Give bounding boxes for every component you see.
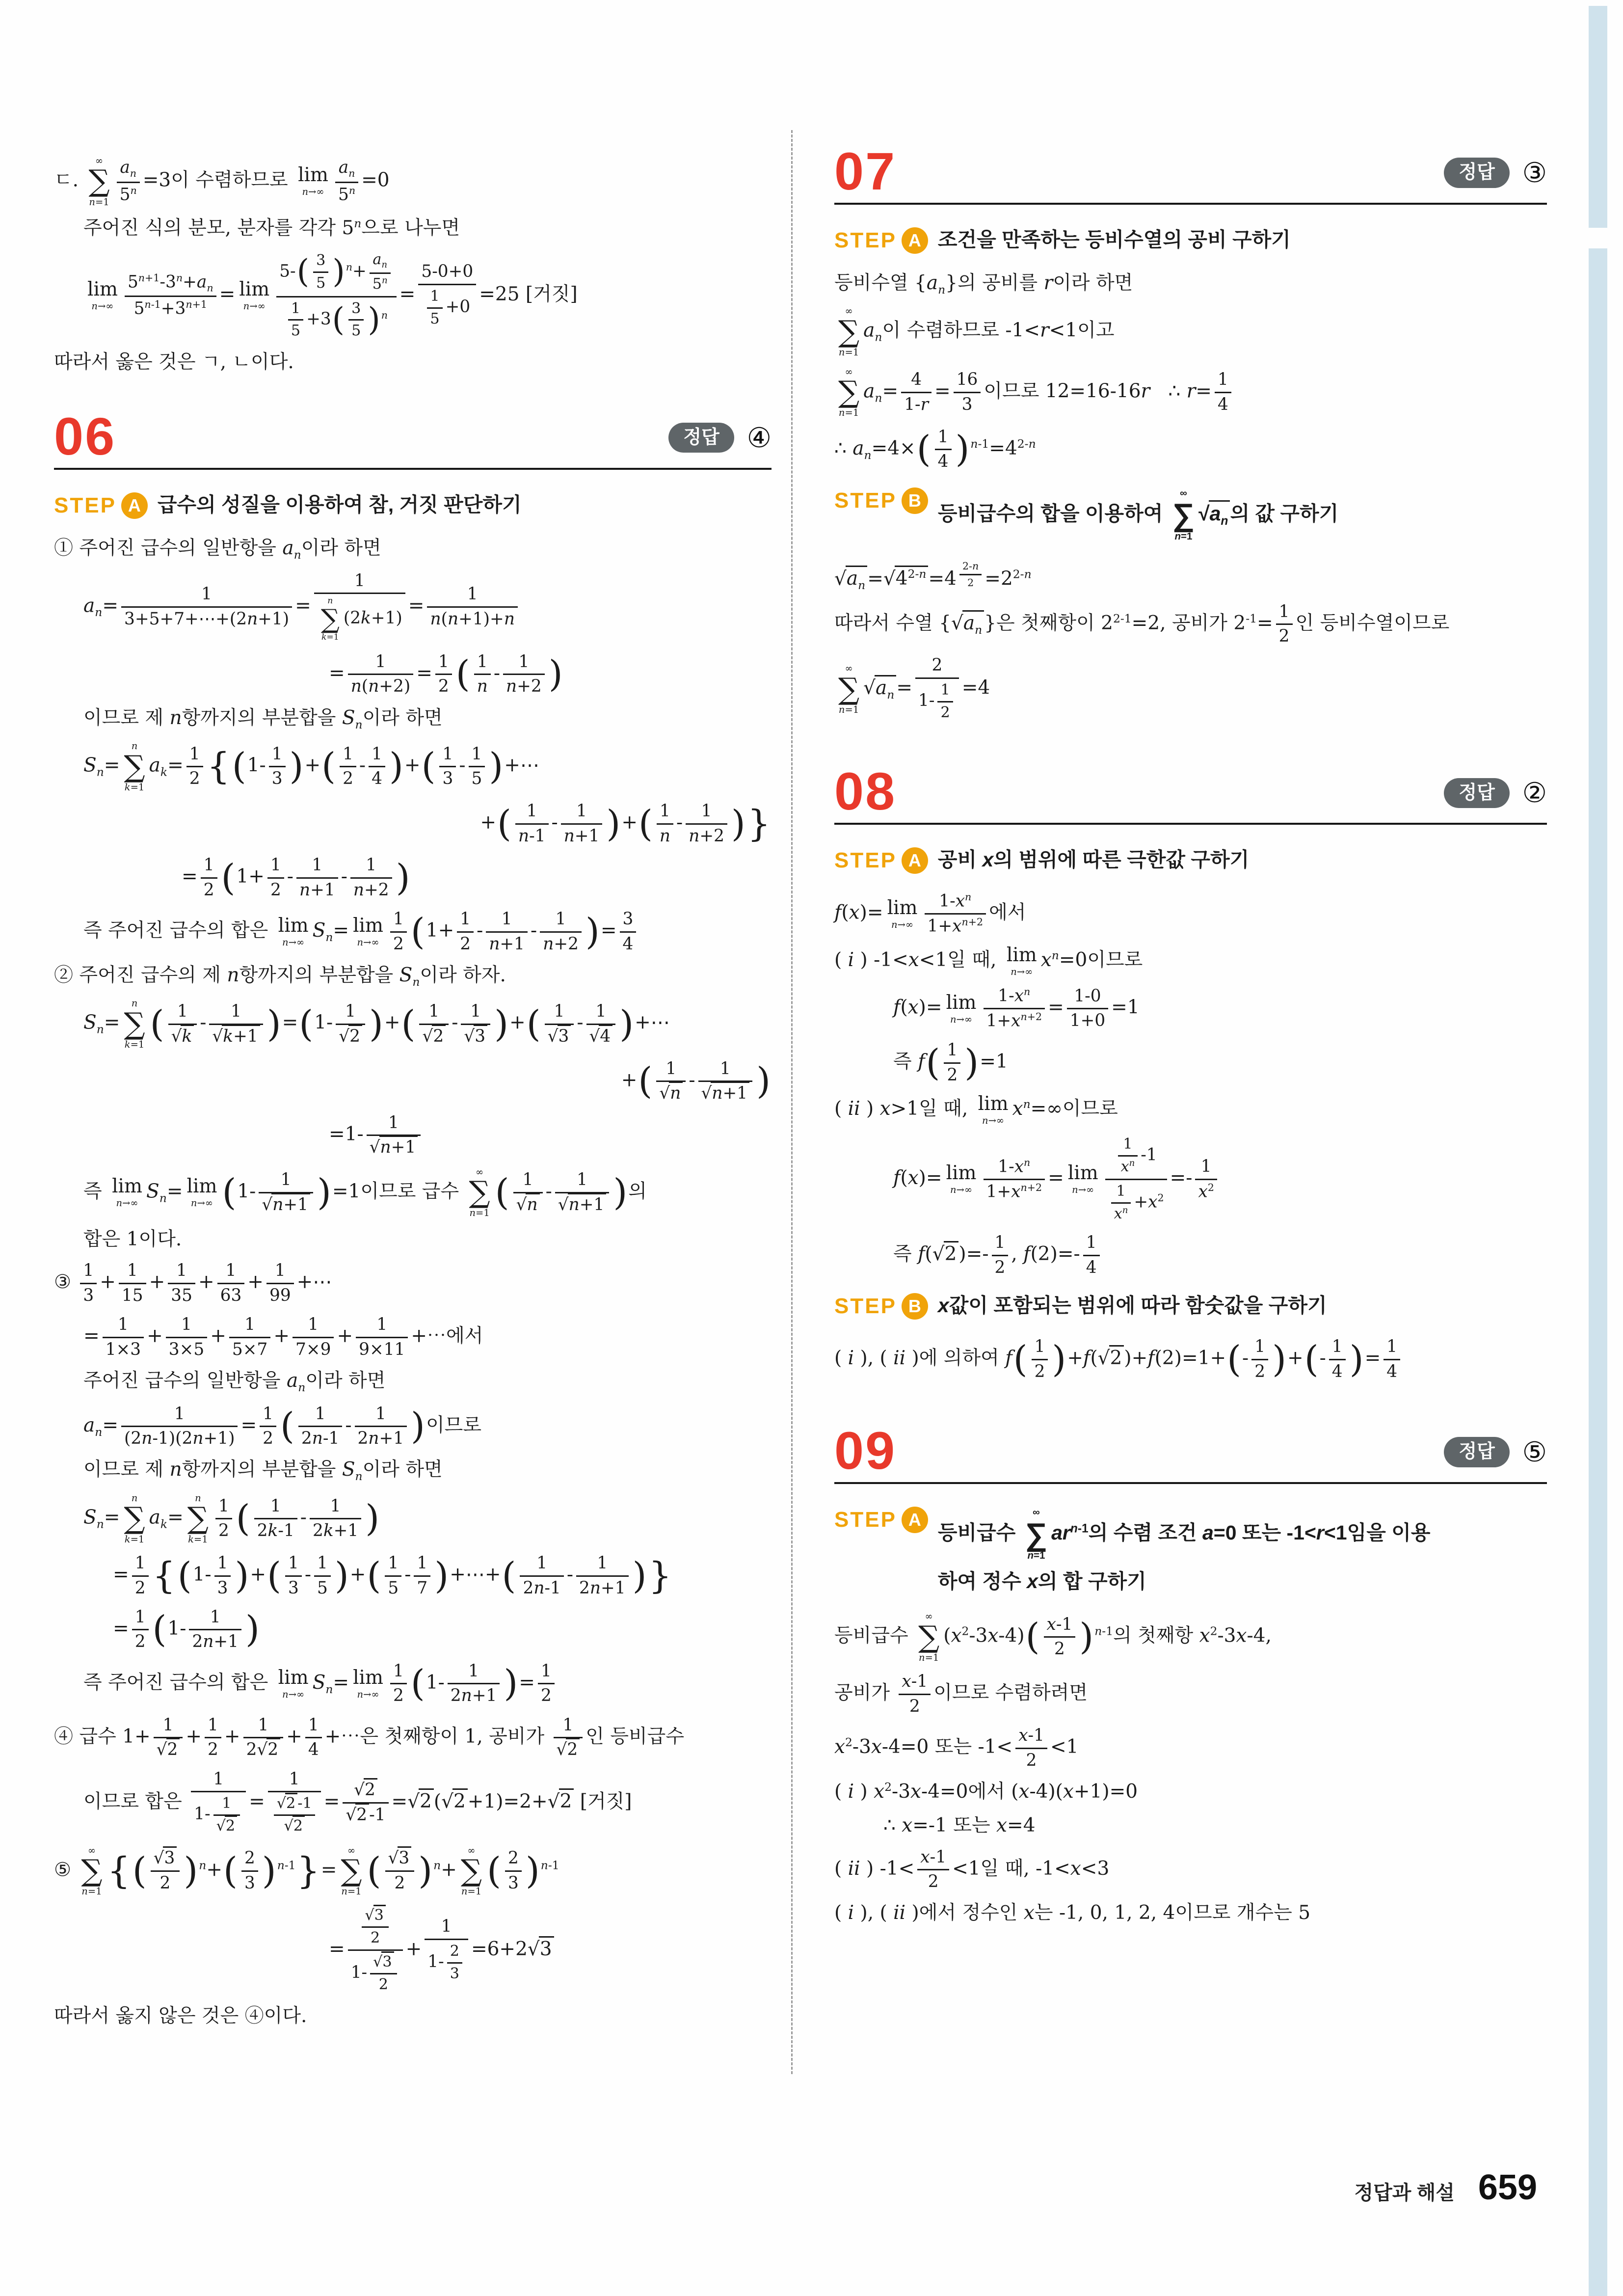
step-titles bbox=[938, 1293, 1327, 1318]
solution-line: +( $\frac{1}{√n}$ - $\frac{1}{√n+1}$ ) bbox=[621, 1058, 771, 1104]
step-row bbox=[834, 1293, 1547, 1320]
answer-group bbox=[1444, 777, 1547, 809]
solution-line: ( ii ) x>1일 때, lim n→∞ $x^n=\infty$이므로 bbox=[834, 1093, 1118, 1126]
step-title-line2: 하여 정수 x의 합 구하기 bbox=[937, 1569, 1146, 1593]
solution-line: ∴ x=-1 또는 x=4 bbox=[883, 1814, 1036, 1837]
step-row bbox=[834, 487, 1547, 543]
solution-line: ( i ), ( ii )에 의하여 f( $\frac{1}{2}$ )+f(√2 )+f(2)=1+(- $\frac{1}{2}$ )+(- $\frac{1}{4}$ )= $\frac{1}{4}$ bbox=[834, 1336, 1547, 1382]
solution-line: ④ 급수 1+ $\frac{1}{√2}$ + $\frac{1}{2}$ + $\frac{1}{2√2}$ + $\frac{1}{4}$ +⋯은 첫째항이 1, 공비가 $\frac{1}{√2}$ 인 등비급수 bbox=[54, 1715, 685, 1760]
step-label: STEP bbox=[834, 488, 897, 513]
solution-line: $a_n=$ $\frac{1}{3+5+7+\cdots+(2n+1)}$ = 1 n ∑ k=1 (2k+1) = $\frac{1}{n(n+1)+n}$ bbox=[54, 570, 772, 644]
solution-line: 이므로 제 n항까지의 부분합을 $S_n$이라 하면 bbox=[83, 706, 443, 731]
solution-line: ② 주어진 급수의 제 n항까지의 부분합을 $S_n$이라 하자. bbox=[54, 964, 506, 989]
solution-line: 등비수열 $\{a_n\}$의 공비를 r이라 하면 bbox=[834, 272, 1133, 297]
step-row bbox=[834, 227, 1547, 254]
solution-line: ( i ) $x^2-3x-4=0$에서 (x-4)(x+1)=0 bbox=[834, 1780, 1138, 1803]
step-label: STEP bbox=[834, 1294, 897, 1319]
solution-line: 즉 주어진 급수의 합은 lim n→∞ $S_n=$ lim n→∞ $\frac{1}{2}$ (1+ $\frac{1}{2}$ - $\frac{1}{n+1}$ - $\frac{1}{n+2}$ )= $\frac{3}{4}$ bbox=[54, 909, 772, 955]
solution-line: f(x)= lim n→∞ $\frac{1-x^n}{1+x^{n+2}}$ = $\frac{1-0}{1+0}$ =1 bbox=[893, 986, 1140, 1031]
solution-line: = $\frac{√3}{2}$ 1- $\frac{√3}{2}$ + 1 1- $\frac{2}{3}$ =6+2√3 bbox=[54, 1905, 772, 1996]
answer-group bbox=[1444, 1436, 1547, 1468]
answer-choice: ④ bbox=[746, 422, 772, 453]
answer-choice: ② bbox=[1522, 777, 1547, 809]
page-footer bbox=[1355, 2167, 1537, 2208]
solution-line: $x^2-3x-4=0$ 또는 -1< $\frac{x-1}{2}$ <1 bbox=[834, 1726, 1079, 1770]
step-label: STEP bbox=[54, 493, 116, 517]
answer-badge: 정답 bbox=[1444, 1437, 1509, 1467]
solution-line: = $\frac{1}{2}$ (1+ $\frac{1}{2}$ - $\frac{1}{n+1}$ - $\frac{1}{n+2}$ ) bbox=[182, 855, 410, 900]
step-title: 등비급수의 합을 이용하여 ∞ ∑ n=1 $√a_n$의 값 구하기 bbox=[937, 487, 1339, 542]
solution-line: = $\frac{1}{1\times 3}$ + $\frac{1}{3\times 5}$ + $\frac{1}{5\times 7}$ + $\frac{1}{7\times 9}$ + $\frac{1}{9\times 11}$ +⋯에서 bbox=[83, 1315, 483, 1359]
step-letter-icon: B bbox=[902, 487, 928, 514]
problem-number: 09 bbox=[834, 1421, 897, 1481]
step-titles bbox=[158, 492, 522, 517]
step-label: STEP bbox=[834, 228, 897, 252]
step-row bbox=[834, 1507, 1547, 1594]
problem-07 bbox=[834, 141, 1547, 723]
problem-header bbox=[54, 406, 772, 466]
solution-line: $S_n=$ n ∑ k=1 $a_k=$ $\frac{1}{2}$ {(1- $\frac{1}{3}$ )+( $\frac{1}{2}$ - $\frac{1}{4}$ )+( $\frac{1}{3}$ - $\frac{1}{5}$ )+⋯ bbox=[83, 740, 539, 793]
solution-line: f(x)= lim n→∞ $\frac{1-x^n}{1+x^{n+2}}$ 에서 bbox=[834, 891, 1026, 936]
step-title: 조건을 만족하는 등비수열의 공비 구하기 bbox=[937, 228, 1291, 251]
solution-line: 따라서 옳지 않은 것은 ④이다. bbox=[54, 2004, 307, 2027]
solution-line: ∞ ∑ n=1 $a_n=$ $\frac{4}{1-r}$ = $\frac{16}{3}$ 이므로 12=16-16r ∴ r= $\frac{1}{4}$ bbox=[834, 366, 1547, 419]
column-divider bbox=[791, 130, 793, 2074]
solution-line: $S_n=$ n ∑ k=1 $a_k=$ n ∑ k=1 $\frac{1}{2}$ ( $\frac{1}{2k-1}$ - $\frac{1}{2k+1}$ ) bbox=[83, 1492, 380, 1545]
page-edge-band-top bbox=[1589, 6, 1607, 228]
step-titles bbox=[938, 847, 1249, 872]
solution-line: = $\frac{1}{n(n+2)}$ = $\frac{1}{2}$ ( $\frac{1}{n}$ - $\frac{1}{n+2}$ ) bbox=[329, 651, 563, 697]
page-edge-band-bottom bbox=[1589, 248, 1607, 2296]
header-rule bbox=[834, 1482, 1547, 1484]
answer-choice: ⑤ bbox=[1522, 1436, 1547, 1468]
answer-group bbox=[1444, 157, 1547, 189]
solution-line: ( i ), ( ii )에서 정수인 x는 -1, 0, 1, 2, 4이므로 개수는 5 bbox=[834, 1902, 1311, 1924]
answer-choice: ③ bbox=[1522, 157, 1547, 188]
solution-line: = $\frac{1}{2}$ {(1- $\frac{1}{3}$ )+( $\frac{1}{3}$ - $\frac{1}{5}$ )+( $\frac{1}{5}$ - $\frac{1}{7}$ )+⋯+( $\frac{1}{2n-1}$ - $\frac{1}{2n+1}$ )} bbox=[113, 1553, 672, 1598]
solution-line: 주어진 식의 분모, 분자를 각각 5$^n$으로 나누면 bbox=[83, 216, 460, 240]
step-title: 등비급수 ∞ ∑ n=1 $ar^{n-1}$의 수렴 조건 a=0 또는 -1<r<1임을 이용 bbox=[937, 1507, 1431, 1562]
solution-line: ( i ) -1<x<1일 때, lim n→∞ $x^n=0$이므로 bbox=[834, 944, 1143, 978]
solution-line: ③ $\frac{1}{3}$ + $\frac{1}{15}$ + $\frac{1}{35}$ + $\frac{1}{63}$ + $\frac{1}{99}$ +⋯ bbox=[54, 1261, 332, 1305]
problem-number: 08 bbox=[834, 761, 897, 821]
solution-line: 즉 주어진 급수의 합은 lim n→∞ $S_n=$ lim n→∞ $\frac{1}{2}$ (1- $\frac{1}{2n+1}$ )= $\frac{1}{2}$ bbox=[54, 1661, 772, 1707]
header-rule bbox=[54, 468, 772, 470]
solution-line: ( ii ) -1< $\frac{x-1}{2}$ <1일 때, -1<x<3 bbox=[834, 1847, 1110, 1891]
solution-line: $a_n=$ $\frac{1}{(2n-1)(2n+1)}$ = $\frac{1}{2}$ ( $\frac{1}{2n-1}$ - $\frac{1}{2n+1}$ )이므로 bbox=[83, 1404, 481, 1449]
step-title: 공비 x의 범위에 따른 극한값 구하기 bbox=[937, 848, 1250, 871]
solution-line: ∴ $a_n=4\times$( $\frac{1}{4}$ )$^{n-1}=4^{2-n}$ bbox=[834, 427, 1036, 472]
problem-05-continuation bbox=[54, 155, 772, 376]
column-left bbox=[54, 147, 772, 2071]
solution-line: f(x)= lim n→∞ $\frac{1-x^n}{1+x^{n+2}}$ = lim n→∞ $\frac{1}{x^n}$ -1 $\frac{1}{x^n}$ $+x^2$ =- $\frac{1}{x^2}$ bbox=[834, 1134, 1547, 1224]
solution-line: 이므로 제 n항까지의 부분합을 $S_n$이라 하면 bbox=[83, 1459, 443, 1484]
solution-line: ∞ ∑ n=1 $√a_n$ = 2 1- $\frac{1}{2}$ =4 bbox=[838, 655, 990, 721]
page-number: 659 bbox=[1478, 2168, 1537, 2207]
problem-06 bbox=[54, 406, 772, 2029]
solution-line: 즉 f( $\frac{1}{2}$ )=1 bbox=[893, 1040, 1008, 1085]
solution-line: +( $\frac{1}{n-1}$ - $\frac{1}{n+1}$ )+( $\frac{1}{n}$ - $\frac{1}{n+2}$ )} bbox=[480, 801, 771, 846]
answer-badge: 정답 bbox=[1444, 778, 1509, 809]
step-label: STEP bbox=[834, 848, 897, 873]
solution-line: 따라서 옳은 것은 ㄱ, ㄴ이다. bbox=[54, 351, 294, 373]
step-letter-icon: A bbox=[902, 1507, 928, 1533]
problem-number: 06 bbox=[54, 406, 116, 466]
step-letter-icon: A bbox=[902, 847, 928, 874]
solution-line: lim n→∞ $\frac{5^{n+1}-3^n+a_n}{5^{n-1}+3^{n+1}}$ = lim n→∞ 5-( $\frac{3}{5}$ )$^n$+ $\frac{a_n}{5^n}$ $\frac{1}{5}$ +3( $\frac{3}{5}$ )$^n$ = 5-0+0 $\frac{1}{5}$ +0 =25 [거짓] bbox=[87, 250, 578, 340]
solution-line: ① 주어진 급수의 일반항을 $a_n$이라 하면 bbox=[54, 537, 381, 562]
solution-line: =1- $\frac{1}{√n+1}$ bbox=[54, 1112, 772, 1159]
solution-line: ㄷ. ∞ ∑ n=1 $\frac{a_n}{5^n}$ =3이 수렴하므로 lim n→∞ $\frac{a_n}{5^n}$ =0 bbox=[54, 155, 390, 208]
header-rule bbox=[834, 203, 1547, 205]
step-label: STEP bbox=[834, 1508, 897, 1532]
step-row bbox=[54, 492, 772, 519]
solution-line: 즉 lim n→∞ $S_n=$ lim n→∞ (1- $\frac{1}{√n+1}$ )=1이므로 급수 ∞ ∑ n=1 ( $\frac{1}{√n}$ - $\frac{1}{√n+1}$ )의 bbox=[83, 1166, 647, 1219]
problem-header bbox=[834, 141, 1547, 201]
solution-line: 이므로 합은 1 1- $\frac{1}{√2}$ = $\frac{1}{\frac{√2 -1}{√2}}$ = $\frac{√2}{√2 -1}$ =√2 (√2 +1)=2+√2 [거짓] bbox=[83, 1769, 632, 1835]
step-titles bbox=[938, 487, 1338, 543]
step-letter-icon: A bbox=[121, 492, 148, 519]
solution-line: $S_n=$ n ∑ k=1 ( $\frac{1}{√k}$ - $\frac{1}{√k+1}$ )=(1- $\frac{1}{√2}$ )+( $\frac{1}{√2}$ - $\frac{1}{√3}$ )+( $\frac{1}{√3}$ - $\frac{1}{√4}$ )+⋯ bbox=[83, 998, 670, 1051]
solution-line: ∞ ∑ n=1 $a_n$이 수렴하므로 -1<r<1이고 bbox=[838, 305, 1115, 358]
step-titles bbox=[938, 1507, 1431, 1594]
solution-line: 합은 1이다. bbox=[83, 1228, 182, 1250]
solution-line: 따라서 수열 {$√a_n$ }은 첫째항이 $2^{2-1}=2$, 공비가 $2^{-1}=$ $\frac{1}{2}$ 인 등비수열이므로 bbox=[834, 601, 1450, 647]
problem-number: 07 bbox=[834, 141, 897, 201]
solution-line: ⑤ ∞ ∑ n=1 {( $\frac{√3}{2}$ )$^n$+( $\frac{2}{3}$ )$^{n-1}$}= ∞ ∑ n=1 ( $\frac{√3}{2}$ )$^n$+ ∞ ∑ n=1 ( $\frac{2}{3}$ )$^{n-1}$ bbox=[54, 1844, 559, 1897]
solution-line: 주어진 급수의 일반항을 $a_n$이라 하면 bbox=[83, 1370, 386, 1394]
step-title: 급수의 성질을 이용하여 참, 거짓 판단하기 bbox=[157, 493, 522, 516]
solution-line: $√a_n =√4^{2-n} =4$ $^{\frac{2-n}{2}}$ $=2^{2-n}$ bbox=[834, 560, 1032, 592]
problem-header bbox=[834, 1421, 1547, 1481]
answer-group bbox=[668, 422, 772, 454]
step-title: x값이 포함되는 범위에 따라 함숫값을 구하기 bbox=[937, 1294, 1327, 1317]
column-right bbox=[834, 141, 1547, 1968]
step-letter-icon: B bbox=[902, 1293, 928, 1320]
step-letter-icon: A bbox=[902, 227, 928, 254]
solution-line: 공비가 $\frac{x-1}{2}$ 이므로 수렴하려면 bbox=[834, 1672, 1088, 1716]
problem-09 bbox=[834, 1421, 1547, 1926]
problem-08 bbox=[834, 761, 1547, 1382]
footer-section-label: 정답과 해설 bbox=[1354, 2182, 1455, 2204]
step-row bbox=[834, 847, 1547, 874]
header-rule bbox=[834, 823, 1547, 825]
solution-line: = $\frac{1}{2}$ (1- $\frac{1}{2n+1}$ ) bbox=[113, 1607, 260, 1652]
solution-line: 즉 f(√2 )=- $\frac{1}{2}$ , f(2)=- $\frac{1}{4}$ bbox=[834, 1232, 1547, 1278]
answer-badge: 정답 bbox=[1444, 158, 1509, 188]
solution-line: 등비급수 ∞ ∑ n=1 $(x^2-3x-4)$( $\frac{x-1}{2}$ )$^{n-1}$의 첫째항 $x^2-3x-4$, bbox=[834, 1611, 1272, 1664]
step-titles bbox=[938, 227, 1291, 252]
problem-header bbox=[834, 761, 1547, 821]
answer-badge: 정답 bbox=[668, 423, 734, 453]
